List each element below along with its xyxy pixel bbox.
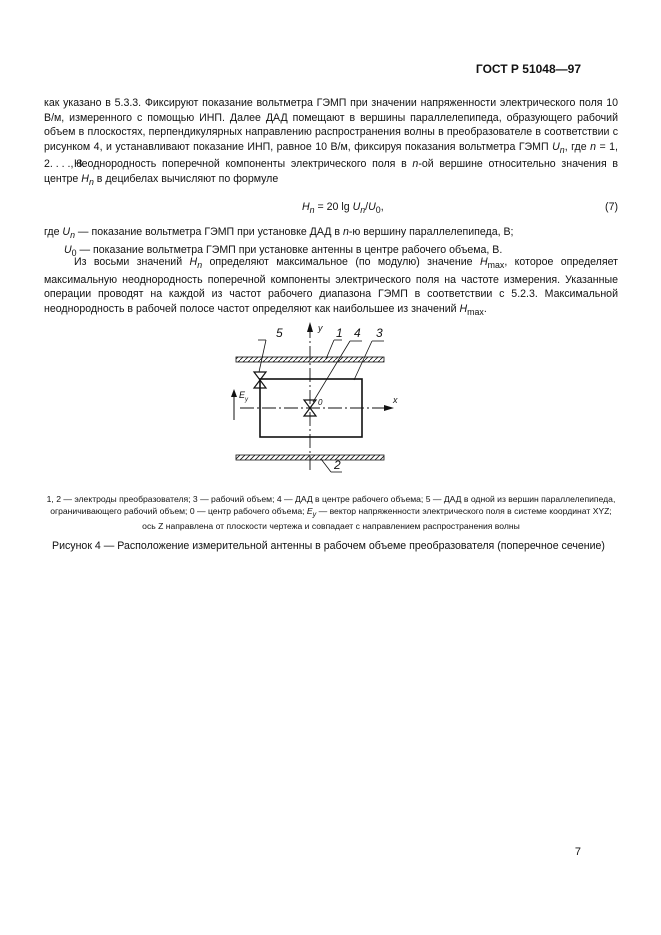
where-1a: где [44, 226, 63, 238]
para3-text3: , которое определяет максимальную неоднородность поперечной компоненты электрического поля на частоте измерения. Указанные операции проводят на каждой из частот рабочего диапазона ГЭМП в соответствии с 5.2.3. Максимальной неоднородность в рабочей полосе частот определяют как наибольшее из значений [44, 256, 618, 315]
para2-sub2: n [88, 176, 94, 187]
para2-text1: Неоднородность поперечной компоненты электрического поля в [74, 158, 413, 170]
para3-s1: n [197, 260, 203, 271]
para3-v1: H [189, 256, 198, 268]
leader-2 [321, 459, 331, 472]
axis-x-label: x [393, 395, 398, 405]
where-1c: -ю вершину параллелепипеда, В; [348, 226, 514, 238]
where-1b: — показание вольтметра ГЭМП при установке ДАД в [74, 226, 343, 238]
formula-lhs-sub: n [309, 205, 315, 216]
formula-slash: / [365, 201, 369, 213]
para1-var2: n [590, 140, 596, 153]
page-number: 7 [574, 846, 581, 858]
e-vector-arrow [231, 389, 237, 397]
formula-end: , [380, 201, 384, 213]
figure-caption: Рисунок 4 — Расположение измерительной антенны в рабочем объеме преобразователя (поперечное сечение) [52, 540, 605, 552]
label-1: 1 [336, 326, 343, 340]
para2-text2: -ой вершине относительно значения в центре [44, 158, 619, 185]
field-sub: y [245, 397, 248, 403]
para3-v2: H [479, 256, 488, 268]
para3-text4: . [483, 302, 487, 315]
where-1v: U [62, 226, 71, 238]
where-2b: — показание вольтметра ГЭМП при установке антенны в центре рабочего объема, В. [76, 243, 503, 256]
formula-u1-sub: n [360, 205, 366, 216]
para2-text3: в децибелах вычисляют по формуле [93, 172, 279, 185]
para1-text3: = 1, 2. . . ., 8. [44, 140, 618, 171]
para3-s3: max [467, 307, 484, 317]
formula-u1: U [352, 201, 361, 213]
legend-ev: E [306, 505, 313, 516]
formula-number: (7) [605, 201, 618, 213]
para3-text1: Из восьми значений [74, 256, 190, 268]
where-1n: n [342, 226, 349, 238]
figure-legend [44, 494, 618, 533]
where-2s: 0 [71, 247, 77, 258]
formula-u2-sub: 0 [375, 205, 381, 216]
legend-text2: — вектор напряженности электрического поля в системе координат XYZ; ось Z направлена от плоскости чертежа и совпадает с направлением распространения волны [142, 505, 612, 531]
label-3: 3 [376, 326, 383, 340]
label-2: 2 [334, 458, 341, 472]
formula-eq: = 20 lg [314, 201, 353, 213]
legend-es: y [312, 510, 317, 519]
where-1s: n [70, 230, 75, 241]
formula-u2: U [368, 201, 376, 213]
para1-text1: как указано в 5.3.3. Фиксируют показание вольтметра ГЭМП при значении напряженности электрического поля 10 В/м, измеренного с помощью ИНП. Далее ДАД помещают в вершины параллелепипеда, образующего рабочий объем в плоскостях, перпендикулярных направлению распространения волны в преобразователе в соответствии с рисунком 4, и устанавливают показание ИНП, равное 10 В/м, фиксируя показания вольтметра ГЭМП [44, 97, 618, 153]
label-4: 4 [354, 326, 361, 340]
para3-v3: H [459, 302, 468, 315]
para3-text2: определяют максимальное (по модулю) значение [202, 256, 480, 268]
para1-var: U [552, 140, 560, 153]
where-2v: U [64, 243, 72, 256]
y-axis-arrow [307, 322, 313, 332]
leader-5 [259, 340, 266, 372]
field-label: E [239, 390, 246, 400]
axis-y-label: y [318, 323, 323, 333]
formula-lhs: H [302, 201, 310, 213]
para1-text2: , где [564, 140, 591, 153]
x-axis-arrow [384, 405, 394, 411]
leader-1 [326, 340, 334, 359]
para1-sub: n [559, 144, 565, 155]
standard-header: ГОСТ Р 51048—97 [475, 62, 581, 76]
para3-s2: max [487, 260, 505, 271]
para2-var2: H [81, 172, 89, 185]
legend-text1: 1, 2 — электроды преобразователя; 3 — рабочий объем; 4 — ДАД в центре рабочего объема; 5 — ДАД в одной из вершин параллелепипеда, ограничивающего рабочий объем; 0 — центр рабочего объема; [46, 494, 616, 516]
para2-var: n [412, 158, 419, 170]
leader-4 [313, 341, 350, 402]
label-5: 5 [276, 326, 283, 340]
label-0: 0 [318, 398, 323, 407]
